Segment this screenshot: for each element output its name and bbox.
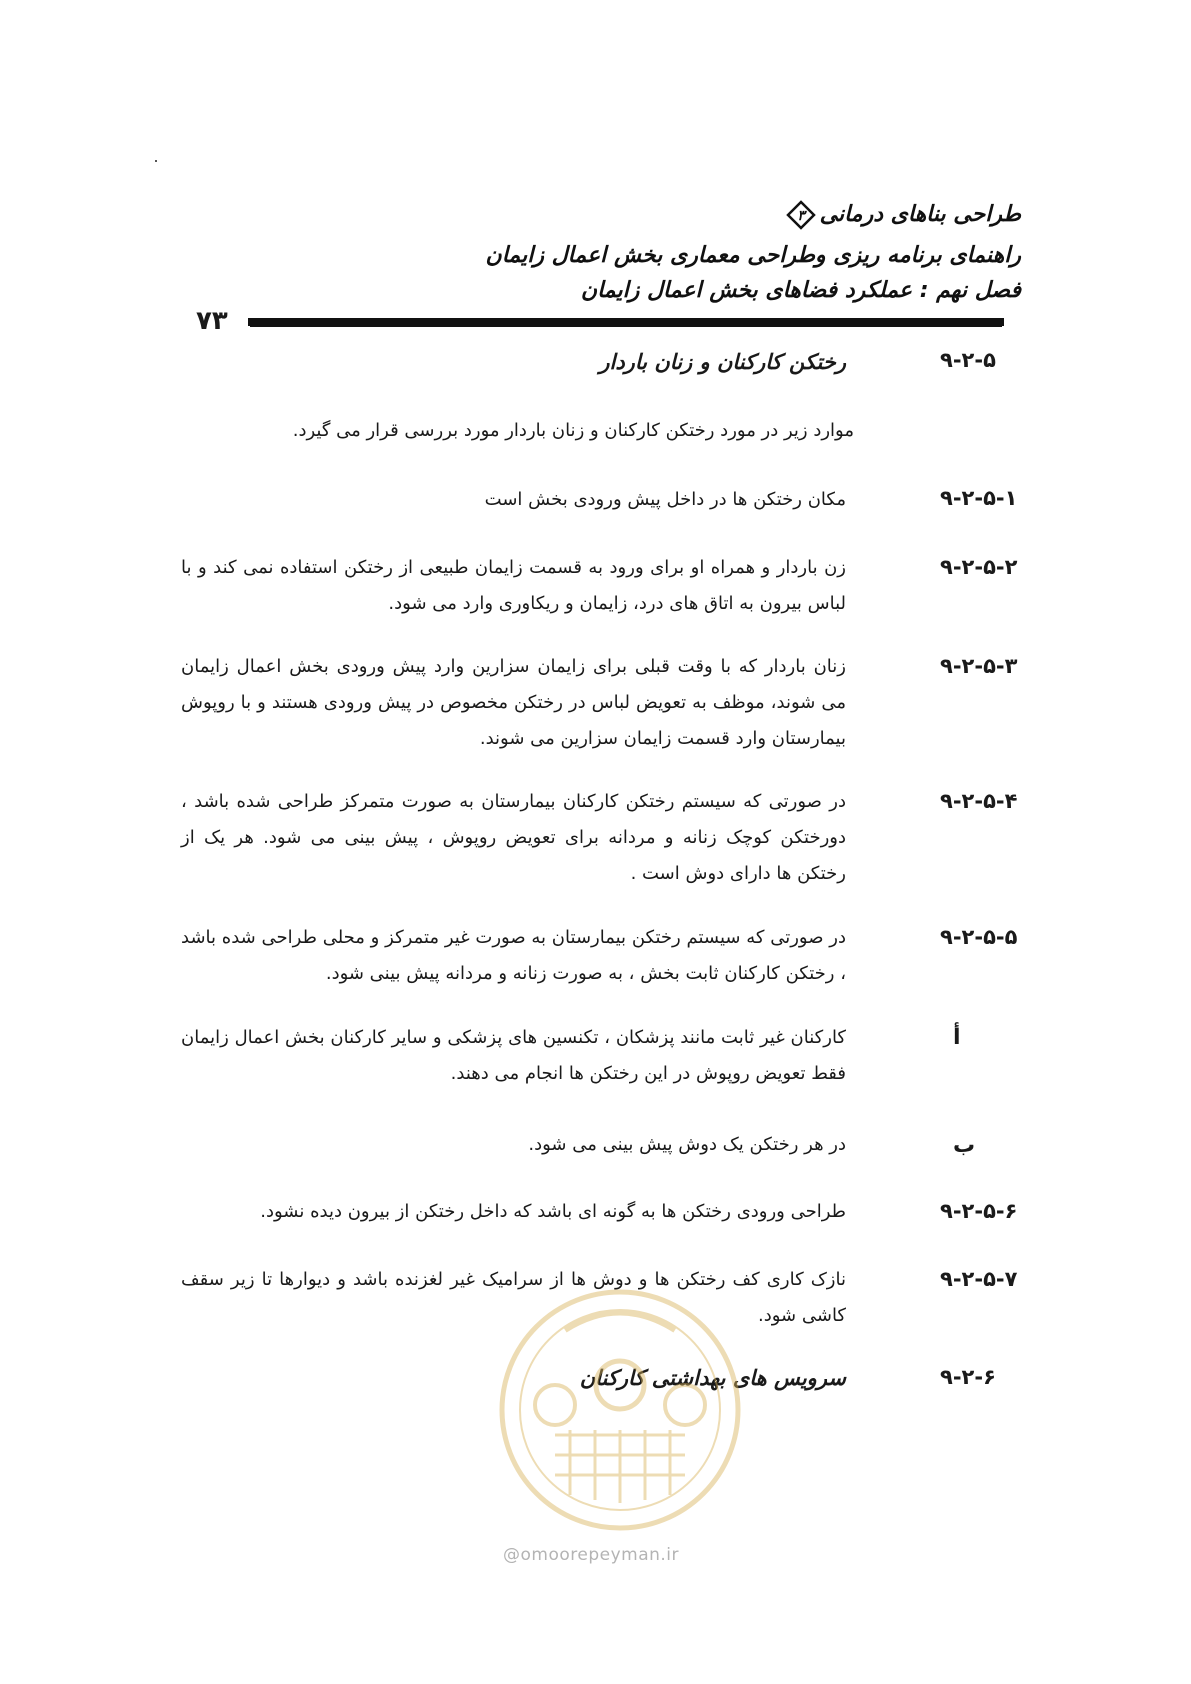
item-text: زنان باردار که با وقت قبلی برای زایمان سزارین وارد پیش ورودی بخش اعمال زایمان می شوند، موظف به تعویض لباس در رختکن مخصوص در پیش ورودی هستند و با روپوش بیمارستان وارد قسمت زایمان سزارین می شوند. [181,656,846,749]
item-text: نازک کاری کف رختکن ها و دوش ها از سرامیک غیر لغزنده باشد و دیوارها تا زیر سقف کاشی شود. [181,1269,846,1326]
header-chapter-title: فصل نهم : عملکرد فضاهای بخش اعمال زایمان [580,278,1021,303]
item-number: ۹-۲-۵-۱ [940,486,1018,510]
section-number: ۹-۲-۵ [940,348,996,372]
subitem-text: کارکنان غیر ثابت مانند پزشکان ، تکنسین های پزشکی و سایر کارکنان بخش اعمال زایمان فقط تعویض روپوش در این رختکن ها انجام می دهند. [181,1027,846,1084]
volume-badge-number: ۳ [796,208,805,224]
book-title-text: طراحی بناهای درمانی [819,202,1021,227]
scan-speck [155,160,157,162]
intro-paragraph: موارد زیر در مورد رختکن کارکنان و زنان باردار مورد بررسی قرار می گیرد. [292,420,854,441]
subitem-letter: ب [953,1133,976,1158]
item-text: مکان رختکن ها در داخل پیش ورودی بخش است [484,489,846,510]
volume-badge-icon [786,200,816,230]
section-heading: سرویس های بهداشتی کارکنان [579,1366,846,1390]
item-number: ۹-۲-۵-۳ [940,654,1018,678]
section-heading: رختکن کارکنان و زنان باردار [599,350,846,374]
item-number: ۹-۲-۵-۲ [940,555,1018,579]
section-number: ۹-۲-۶ [940,1365,996,1389]
header-guide-title: راهنمای برنامه ریزی وطراحی معماری بخش اعمال زایمان [485,243,1021,268]
header-rule [248,318,1004,326]
subitem-letter: أ [953,1025,961,1050]
item-number: ۹-۲-۵-۵ [940,925,1018,949]
watermark-text: @omoorepeyman.ir [503,1545,680,1565]
item-number: ۹-۲-۵-۶ [940,1199,1018,1223]
item-text: طراحی ورودی رختکن ها به گونه ای باشد که داخل رختکن از بیرون دیده نشود. [260,1201,846,1222]
item-text: در صورتی که سیستم رختکن بیمارستان به صورت غیر متمرکز و محلی طراحی شده باشد ، رختکن کارکنان ثابت بخش ، به صورت زنانه و مردانه پیش بینی شود. [181,927,846,984]
subitem-text: در هر رختکن یک دوش پیش بینی می شود. [528,1134,846,1155]
page-number: ۷۳ [196,306,228,336]
item-number: ۹-۲-۵-۴ [940,789,1018,813]
item-text: در صورتی که سیستم رختکن کارکنان بیمارستان به صورت متمرکز طراحی شده باشد ، دورختکن کوچک زنانه و مردانه برای تعویض روپوش ، پیش بینی می شود. هر یک از رختکن ها دارای دوش است . [181,791,846,884]
header-book-title [782,200,1021,230]
watermark-seal-icon [495,1285,745,1535]
item-text: زن باردار و همراه او برای ورود به قسمت زایمان طبیعی از رختکن استفاده نمی کند و با لباس بیرون به اتاق های درد، زایمان و ریکاوری وارد می شود. [181,557,846,614]
item-number: ۹-۲-۵-۷ [940,1267,1018,1291]
